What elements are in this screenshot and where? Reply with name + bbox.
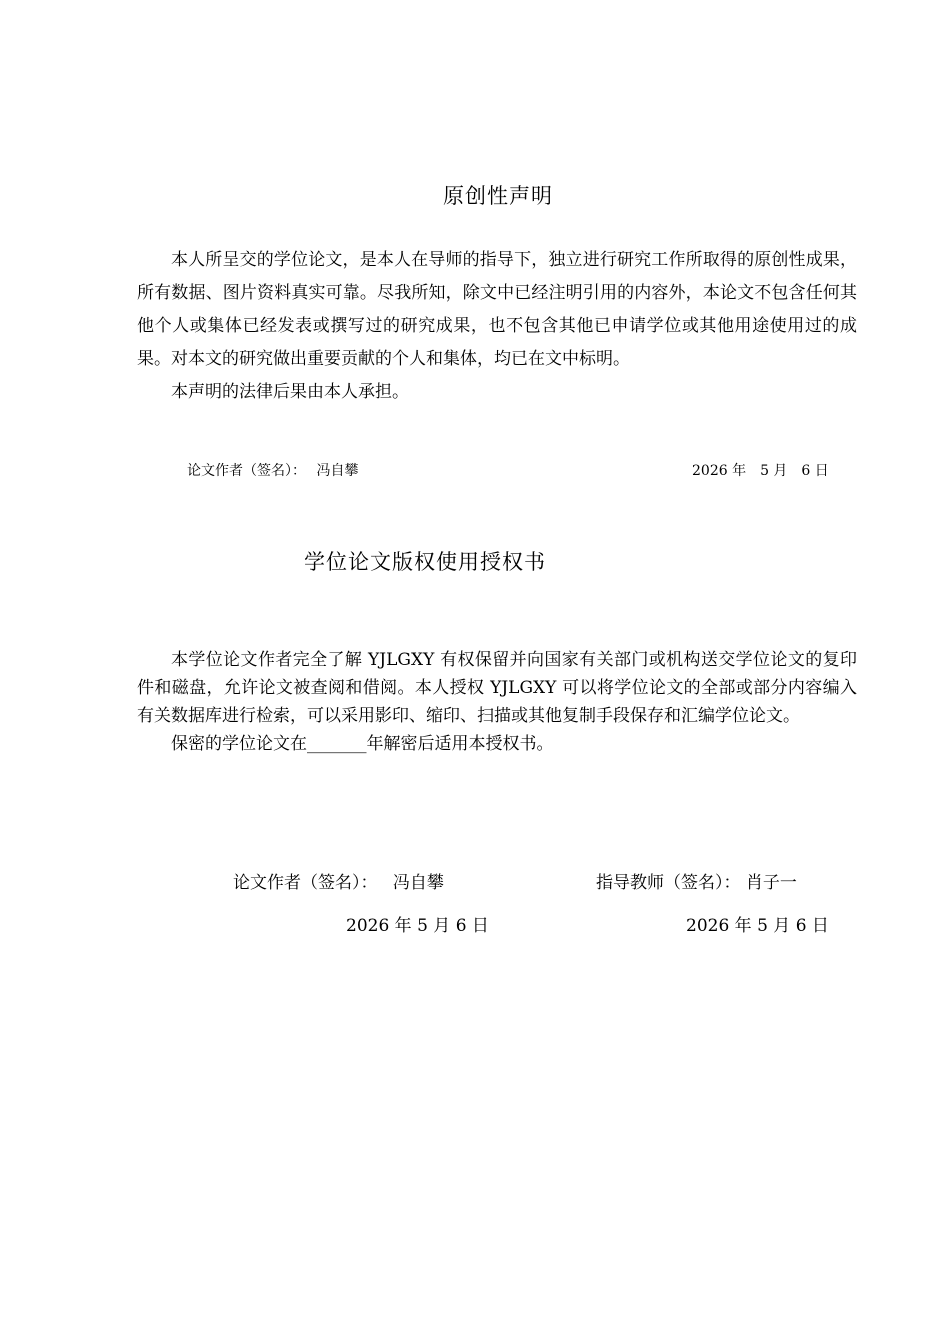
declaration-paragraph-2: 本声明的法律后果由本人承担。 xyxy=(171,382,409,402)
authorization-advisor-name: 肖子一 xyxy=(745,873,797,893)
declaration-paragraph-1: 本人所呈交的学位论文，是本人在导师的指导下，独立进行研究工作所取得的原创性成果，所有数据、图片资料真实可靠。尽我所知，除文中已经注明引用的内容外，本论文不包含任何其他个人或集体已经发表或撰写过的研究成果，也不包含其他已申请学位或其他用途使用过的成果。对本文的研究做出重要贡献的个人和集体，均已在文中标明。 xyxy=(137,250,857,369)
authorization-advisor-signature xyxy=(596,868,797,893)
authorization-author-date: 2026 年 5 月 6 日 xyxy=(346,916,489,936)
authorization-advisor-date: 2026 年 5 月 6 日 xyxy=(686,916,829,936)
authorization-author-label: 论文作者（签名）： xyxy=(233,873,378,893)
declaration-author-name: 冯自攀 xyxy=(316,463,359,479)
declaration-title: 原创性声明 xyxy=(443,184,553,208)
authorization-advisor-label: 指导教师（签名）： xyxy=(596,873,741,893)
declaration-author-signature xyxy=(187,460,358,480)
authorization-author-name: 冯自攀 xyxy=(392,873,444,893)
authorization-body xyxy=(137,646,857,758)
declaration-body xyxy=(137,244,857,409)
authorization-author-signature xyxy=(233,868,444,893)
declaration-author-label: 论文作者（签名）： xyxy=(187,463,306,479)
authorization-paragraph-2: 保密的学位论文在_______年解密后适用本授权书。 xyxy=(171,734,554,754)
authorization-title: 学位论文版权使用授权书 xyxy=(304,550,546,574)
declaration-date: 2026 年 5 月 6 日 xyxy=(692,463,829,479)
authorization-paragraph-1: 本学位论文作者完全了解 YJLGXY 有权保留并向国家有关部门或机构送交学位论文的复印件和磁盘，允许论文被查阅和借阅。本人授权 YJLGXY 可以将学位论文的全部或部分内容编入有关数据库进行检索，可以采用影印、缩印、扫描或其他复制手段保存和汇编学位论文。 xyxy=(137,650,857,726)
